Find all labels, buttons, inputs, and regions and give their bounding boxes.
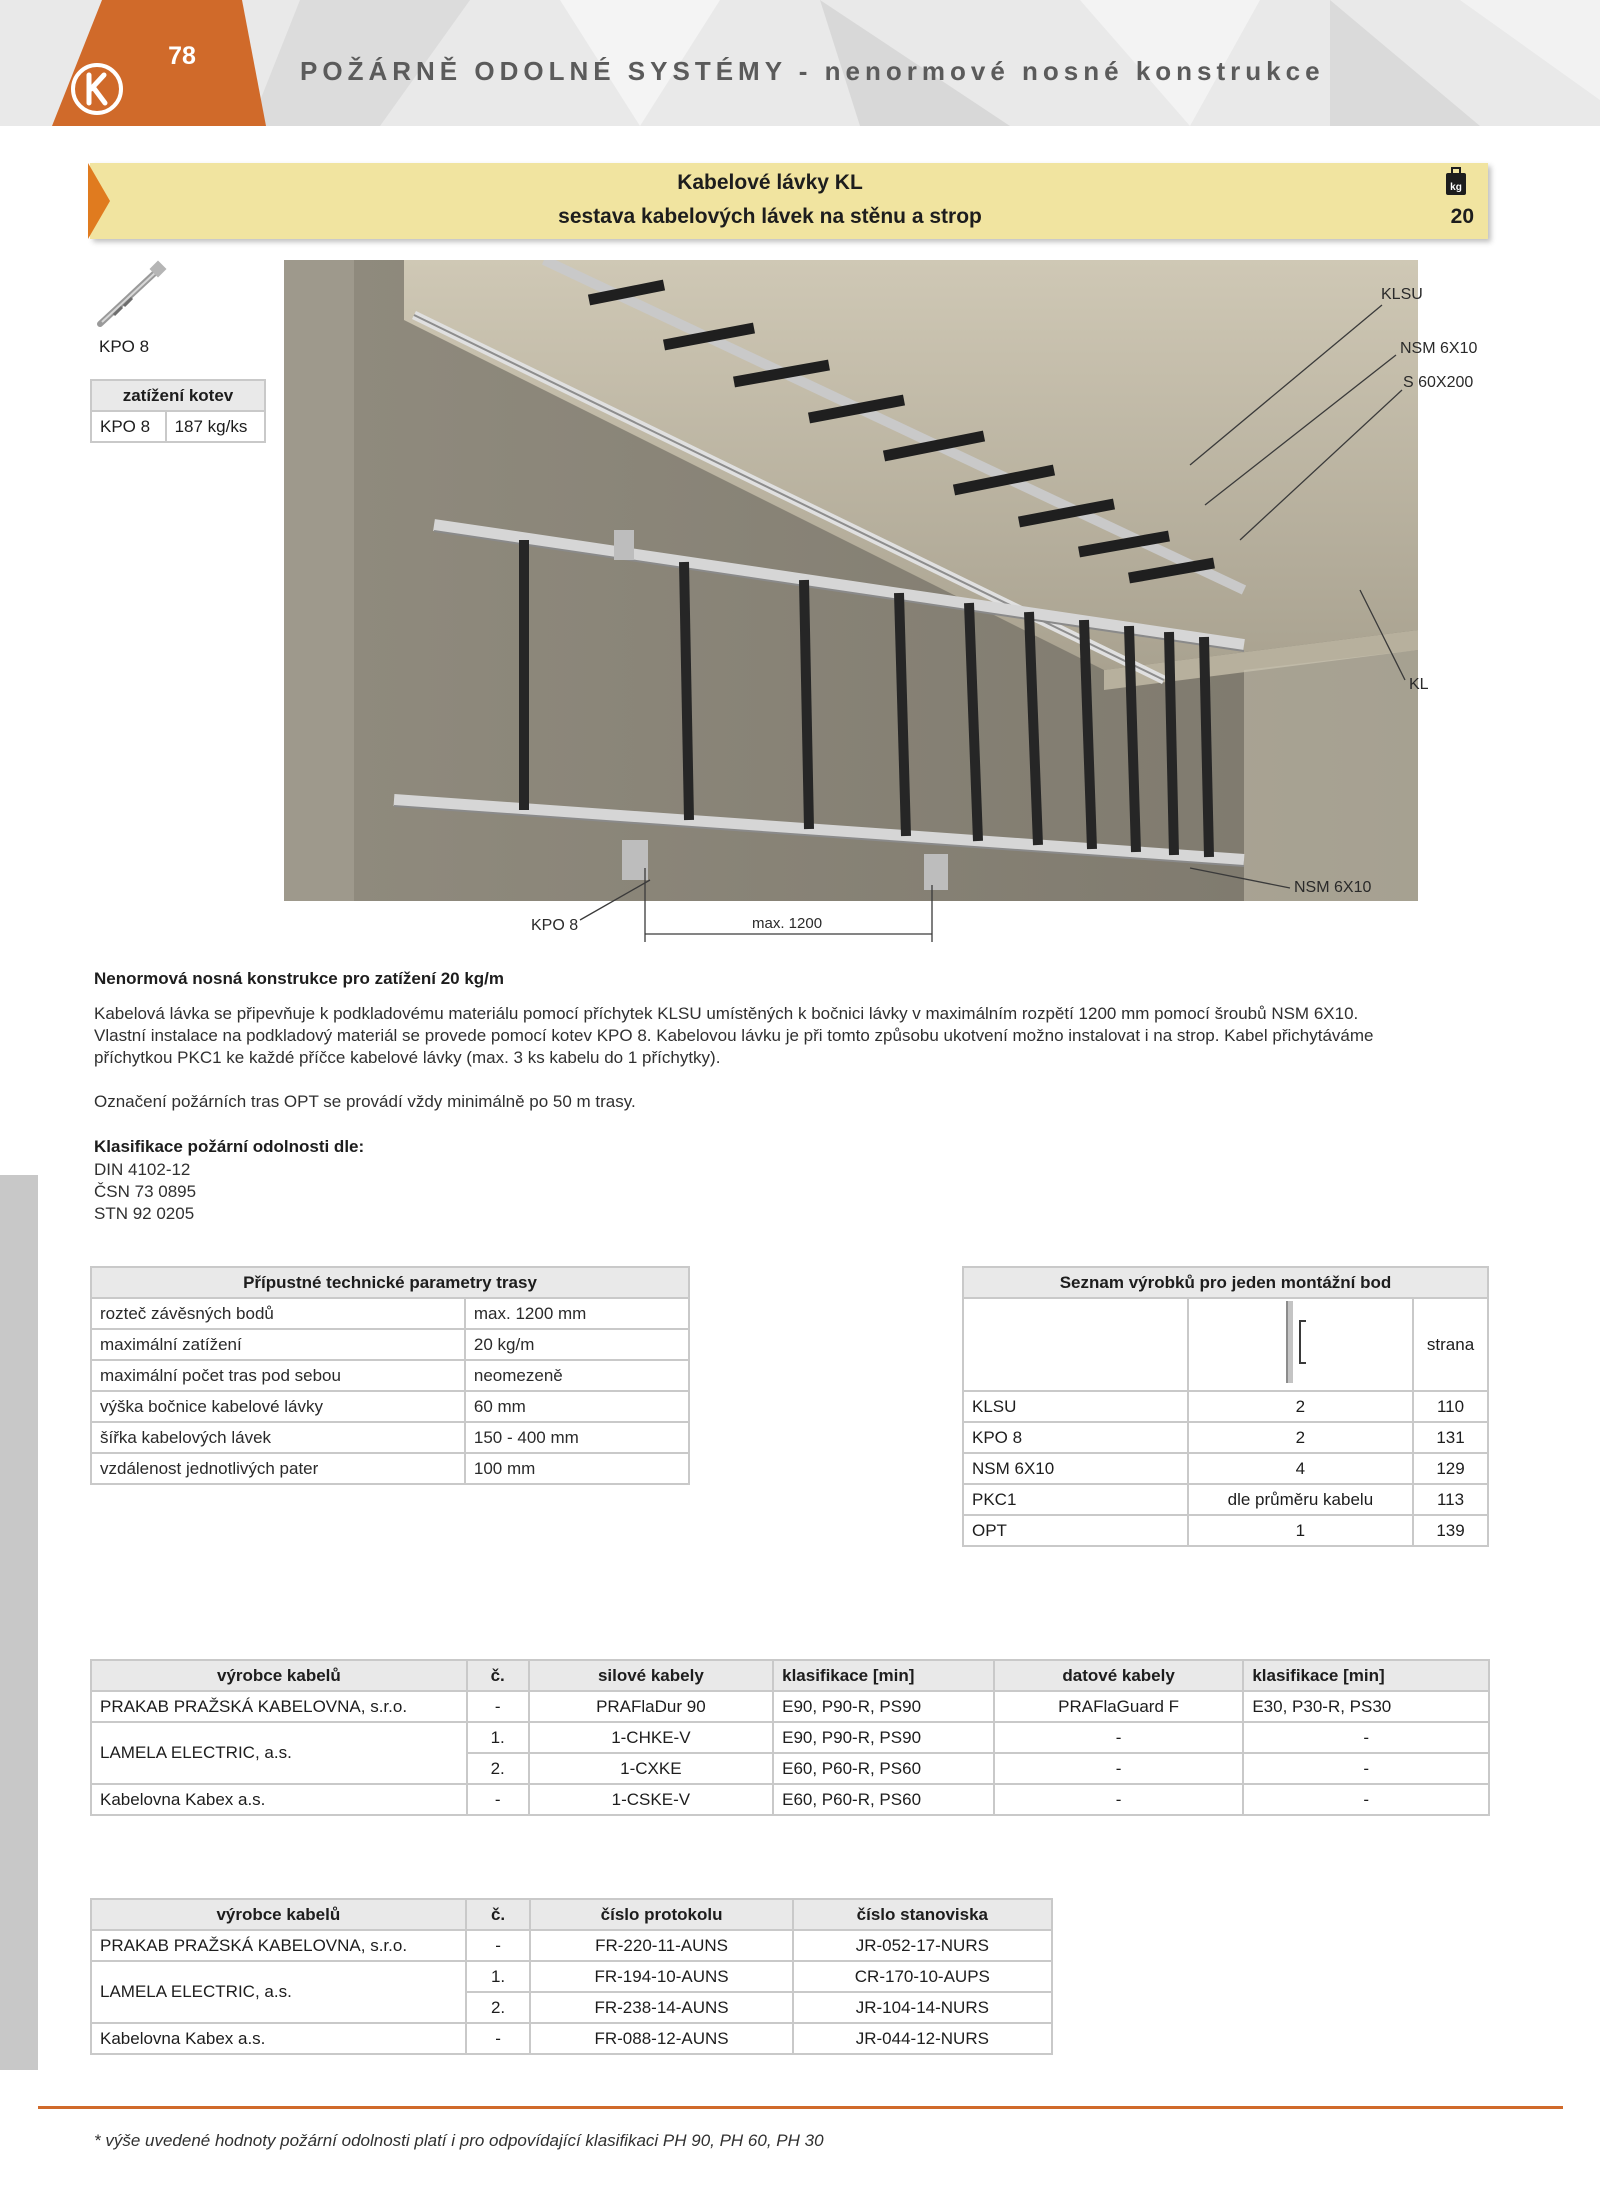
table-cell: 139 [1413,1515,1488,1546]
table-cell: 2. [466,1992,531,2023]
description-line: Vlastní instalace na podkladový materiál se provede pomocí kotev KPO 8. Kabelovou lávku je při tomto způsobu ukotvení možno instalovat i na strop. Kabel přichytáváme [94,1026,1374,1045]
table-cell: šířka kabelových lávek [91,1422,465,1453]
table-cell: dle průměru kabelu [1188,1484,1413,1515]
table-cell: 113 [1413,1484,1488,1515]
table-cell: E90, P90-R, PS90 [773,1691,994,1722]
table-row [91,1453,689,1484]
col-header: číslo protokolu [530,1899,792,1930]
table-row [91,1360,689,1391]
cable-classification-table [90,1659,1490,1816]
table-cell: FR-194-10-AUNS [530,1961,792,1992]
col-header: č. [467,1660,529,1691]
table-cell: 129 [1413,1453,1488,1484]
load-value: 20 [1450,205,1474,228]
product-title-bar [90,163,1488,239]
table-cell: 20 kg/m [465,1329,689,1360]
product-subtitle: sestava kabelových lávek na stěnu a strop [558,205,982,228]
callout-kpo8: KPO 8 [531,917,579,934]
table-cell: 1 [1188,1515,1413,1546]
table-row [91,1930,1052,1961]
table-cell: PRAKAB PRAŽSKÁ KABELOVNA, s.r.o. [91,1930,466,1961]
table-cell: NSM 6X10 [963,1453,1188,1484]
table-row [91,411,265,442]
table-row [963,1391,1488,1422]
footnote: * výše uvedené hodnoty požární odolnosti platí i pro odpovídající klasifikaci PH 90, PH 60, PH 30 [94,2131,824,2150]
table-row [91,1298,689,1329]
marking-note: Označení požárních tras OPT se provádí vždy minimálně po 50 m trasy. [94,1092,636,1111]
table-cell: E60, P60-R, PS60 [773,1784,994,1815]
col-header: č. [466,1899,531,1930]
page-number: 78 [168,42,196,70]
table-cell: - [466,1930,531,1961]
col-header: výrobce kabelů [91,1899,466,1930]
table-cell: KPO 8 [91,411,166,442]
table-cell: - [467,1691,529,1722]
table-cell: CR-170-10-AUPS [793,1961,1052,1992]
anchor-label: KPO 8 [99,337,150,356]
title-arrow-marker [88,163,110,239]
table-row [91,1784,1489,1815]
table-cell: - [466,2023,531,2054]
table-cell: - [1243,1753,1489,1784]
table-cell: - [994,1784,1244,1815]
table-cell: 1. [467,1722,529,1753]
table-cell: - [1243,1722,1489,1753]
company-logo-icon [70,62,124,116]
classification-heading: Klasifikace požární odolnosti dle: [94,1137,365,1156]
table-row [91,1329,689,1360]
table-cell: Kabelovna Kabex a.s. [91,2023,466,2054]
protocol-table [90,1898,1053,2055]
table-cell: FR-220-11-AUNS [530,1930,792,1961]
table-cell: 100 mm [465,1453,689,1484]
weight-kg-icon [1444,167,1468,197]
cable-tray-illustration [284,260,1418,901]
table-cell: 2. [467,1753,529,1784]
table-cell: 110 [1413,1391,1488,1422]
mounting-products-table [962,1266,1489,1547]
table-cell: 131 [1413,1422,1488,1453]
product-title: Kabelové lávky KL [677,171,863,194]
callout-klsu: KLSU [1381,286,1423,303]
table-row [963,1515,1488,1546]
table-cell: JR-052-17-NURS [793,1930,1052,1961]
page-col-header: strana [1413,1298,1488,1391]
table-cell: - [467,1784,529,1815]
table-cell: vzdálenost jednotlivých pater [91,1453,465,1484]
klsu-clip-icon [1280,1299,1320,1385]
table-cell: 150 - 400 mm [465,1422,689,1453]
table-row [963,1298,1488,1391]
table-cell: LAMELA ELECTRIC, a.s. [91,1722,467,1784]
table-cell: max. 1200 mm [465,1298,689,1329]
description-line: příchytkou PKC1 ke každé příčce kabelové lávky (max. 3 ks kabelu do 1 příchytky). [94,1048,721,1067]
table-cell: neomezeně [465,1360,689,1391]
table-cell: E60, P60-R, PS60 [773,1753,994,1784]
anchor-load-table [90,379,266,443]
table-row [91,1722,1489,1753]
section-title: POŽÁRNĚ ODOLNÉ SYSTÉMY - nenormové nosné konstrukce [300,56,1325,86]
table-cell: 2 [1188,1391,1413,1422]
col-header: číslo stanoviska [793,1899,1052,1930]
route-parameters-table [90,1266,690,1485]
classification-item: STN 92 0205 [94,1204,195,1223]
products-header: Seznam výrobků pro jeden montážní bod [963,1267,1488,1298]
table-cell: JR-044-12-NURS [793,2023,1052,2054]
span-dimension: max. 1200 [752,915,823,932]
table-cell: - [1243,1784,1489,1815]
table-row [91,1422,689,1453]
table-cell: PRAKAB PRAŽSKÁ KABELOVNA, s.r.o. [91,1691,467,1722]
table-cell: KPO 8 [963,1422,1188,1453]
table-cell: PRAFlaDur 90 [529,1691,773,1722]
table-cell: PKC1 [963,1484,1188,1515]
table-row [963,1422,1488,1453]
classification-item: DIN 4102-12 [94,1160,191,1179]
table-cell: 1-CSKE-V [529,1784,773,1815]
table-cell: FR-088-12-AUNS [530,2023,792,2054]
col-header: klasifikace [min] [1243,1660,1489,1691]
params-header: Přípustné technické parametry trasy [91,1267,689,1298]
table-cell: KLSU [963,1391,1188,1422]
table-row [91,1391,689,1422]
table-cell: výška bočnice kabelové lávky [91,1391,465,1422]
table-row [91,2023,1052,2054]
table-row [963,1484,1488,1515]
table-cell: maximální počet tras pod sebou [91,1360,465,1391]
col-header: výrobce kabelů [91,1660,467,1691]
table-cell: JR-104-14-NURS [793,1992,1052,2023]
footer-divider [38,2106,1563,2109]
table-row [963,1453,1488,1484]
table-row [91,1961,1052,1992]
table-cell: OPT [963,1515,1188,1546]
table-cell: 1-CHKE-V [529,1722,773,1753]
load-heading: Nenormová nosná konstrukce pro zatížení 20 kg/m [94,969,505,988]
col-header: klasifikace [min] [773,1660,994,1691]
table-row [91,1691,1489,1722]
table-cell: 2 [1188,1422,1413,1453]
table-cell: 60 mm [465,1391,689,1422]
table-cell: - [994,1753,1244,1784]
table-cell: 1-CXKE [529,1753,773,1784]
table-cell: 187 kg/ks [166,411,265,442]
table-cell: rozteč závěsných bodů [91,1298,465,1329]
anchor-kpo8-image [92,260,172,332]
anchor-table-header: zatížení kotev [91,380,265,411]
callout-s60x200: S 60X200 [1403,374,1474,391]
callout-nsm-bottom: NSM 6X10 [1294,879,1372,896]
classification-list [94,1159,196,1225]
table-cell: maximální zatížení [91,1329,465,1360]
callout-nsm-top: NSM 6X10 [1400,340,1478,357]
classification-item: ČSN 73 0895 [94,1182,197,1201]
description-line: Kabelová lávka se připevňuje k podkladovému materiálu pomocí příchytek KLSU umístěných k bočnici lávky v maximálním rozpětí 1200 mm pomocí šroubů NSM 6X10. [94,1004,1359,1023]
table-cell: PRAFlaGuard F [994,1691,1244,1722]
svg-text:kg: kg [1450,182,1462,193]
col-header: silové kabely [529,1660,773,1691]
table-cell: LAMELA ELECTRIC, a.s. [91,1961,466,2023]
table-cell: E30, P30-R, PS30 [1243,1691,1489,1722]
callout-kl: KL [1409,676,1429,693]
klsu-clip-image-cell [1188,1298,1413,1391]
table-cell: - [994,1722,1244,1753]
table-cell: Kabelovna Kabex a.s. [91,1784,467,1815]
table-cell: FR-238-14-AUNS [530,1992,792,2023]
side-decoration-bar [0,1175,38,2070]
table-cell: E90, P90-R, PS90 [773,1722,994,1753]
table-cell: 4 [1188,1453,1413,1484]
description-paragraph [94,1003,1494,1069]
col-header: datové kabely [994,1660,1244,1691]
table-cell: 1. [466,1961,531,1992]
